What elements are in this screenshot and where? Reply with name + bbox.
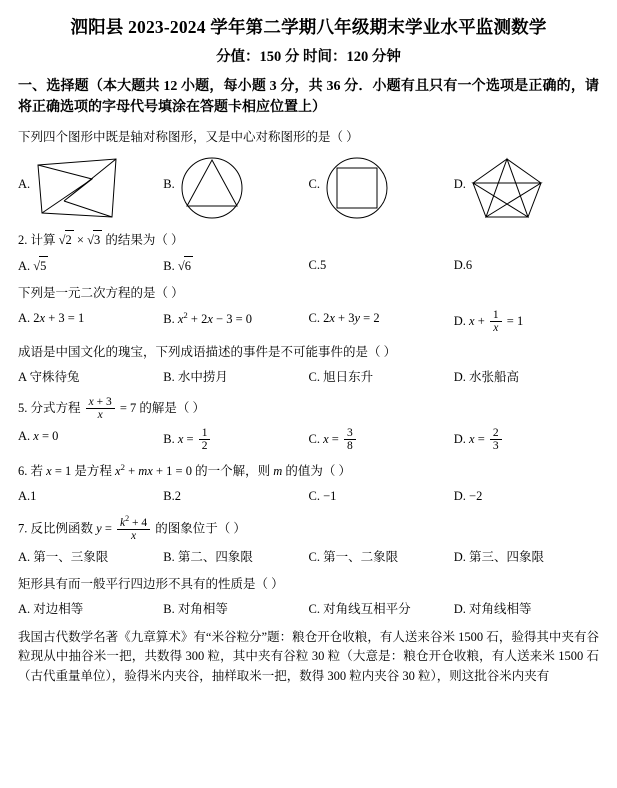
option-c[interactable]: C.5 bbox=[308, 257, 327, 272]
exam-subtitle: 分值：150 分 时间：120 分钟 bbox=[216, 48, 401, 65]
option-b[interactable]: B. $x^2 + 2x - 3 = 0$ bbox=[163, 310, 253, 327]
option-d-label: D. bbox=[453, 176, 466, 191]
option-d[interactable]: D. 水张船高 bbox=[453, 370, 520, 384]
page-title: 泗阳县 2023-2024 学年第二学期八年级期末学业水平监测数学 bbox=[70, 17, 547, 37]
option-d[interactable]: D. 对角线相等 bbox=[453, 602, 532, 617]
question-4 bbox=[18, 343, 599, 387]
option-d[interactable]: D. 第三、四象限 bbox=[453, 549, 545, 564]
option-d[interactable]: D. x = $\frac{2}{3}$ bbox=[454, 427, 599, 452]
option-c[interactable]: C. 2x + 3y = 2 bbox=[308, 311, 380, 326]
question-2 bbox=[18, 230, 599, 276]
question-5-text: 5. 分式方程 $\frac{x + 3}{x}$ = 7 的解是（ ） bbox=[18, 395, 206, 421]
circle-square-icon bbox=[324, 155, 390, 221]
quadrilateral-lines-icon bbox=[34, 155, 120, 221]
question-6-text: 6. 若 x = 1 是方程 $x^2$ + mx + 1 = 0 的一个解，则 m 的值为（ ） bbox=[18, 462, 351, 479]
option-a[interactable]: A. 第一、三象限 bbox=[18, 549, 109, 564]
option-a[interactable] bbox=[18, 155, 163, 221]
question-3 bbox=[18, 284, 599, 334]
question-4-options bbox=[18, 368, 599, 387]
section-one-heading: 一、选择题（本大题共 12 小题，每小题 3 分，共 36 分．小题有且只有一个选项是正确的，请将正确选项的字母代号填涂在答题卡相应位置上） bbox=[18, 78, 599, 116]
question-3-text: 下列是一元二次方程的是（ ） bbox=[18, 286, 184, 301]
option-b[interactable] bbox=[163, 155, 308, 221]
option-c[interactable]: C. −1 bbox=[308, 488, 337, 503]
option-d[interactable]: D. −2 bbox=[453, 488, 483, 503]
question-8-text: 矩形具有而一般平行四边形不具有的性质是（ ） bbox=[18, 577, 284, 592]
option-b[interactable]: B.2 bbox=[163, 488, 181, 503]
question-1 bbox=[18, 128, 599, 221]
option-c[interactable]: C. 旭日东升 bbox=[308, 370, 374, 384]
question-6-options bbox=[18, 487, 599, 506]
option-c[interactable]: C. 对角线互相平分 bbox=[308, 602, 411, 617]
option-a[interactable]: A.1 bbox=[18, 488, 37, 503]
question-7-text: 7. 反比例函数 y = $\frac{k^2 + 4}{x}$ 的图象位于（ ） bbox=[18, 513, 246, 542]
option-a[interactable]: A 守株待兔 bbox=[18, 370, 80, 384]
option-d[interactable] bbox=[454, 155, 599, 221]
option-b[interactable]: B. √6 bbox=[163, 256, 308, 276]
question-4-text: 成语是中国文化的瑰宝，下列成语描述的事件是不可能事件的是（ ） bbox=[18, 345, 397, 360]
question-3-options bbox=[18, 309, 599, 334]
question-1-text: 下列四个图形中既是轴对称图形，又是中心对称图形的是（ ） bbox=[18, 130, 359, 145]
question-1-figures bbox=[18, 155, 599, 221]
option-a-label: A. bbox=[18, 176, 31, 191]
option-b[interactable]: B. x = $\frac{1}{2}$ bbox=[163, 427, 308, 452]
question-5-options bbox=[18, 427, 599, 452]
question-7 bbox=[18, 515, 599, 567]
option-c-label: C. bbox=[308, 176, 320, 191]
option-c[interactable] bbox=[309, 155, 454, 221]
option-a[interactable]: A. 对边相等 bbox=[18, 602, 84, 617]
question-5 bbox=[18, 396, 599, 452]
option-a[interactable]: A. 2x + 3 = 1 bbox=[18, 311, 85, 326]
question-6 bbox=[18, 461, 599, 506]
question-9: 我国古代数学名著《九章算术》有“米谷粒分”题：粮仓开仓收粮，有人送来谷米 1500 石，验得其中夹有谷粒现从中抽谷米一把，共数得 300 粒，其中夹有谷粒 30 粒（大意是：粮仓开仓收粮，有人送来米 1500 石（古代重量单位），验得米内夹谷，抽样取米一把，数得 300 粒内夹谷 30 粒），则这批谷米内夹有 bbox=[18, 629, 599, 683]
option-c[interactable]: C. x = $\frac{3}{8}$ bbox=[309, 427, 454, 452]
option-b[interactable]: B. 对角相等 bbox=[163, 602, 228, 617]
option-b[interactable]: B. 第二、四象限 bbox=[163, 549, 253, 564]
option-b-label: B. bbox=[163, 176, 175, 191]
option-a[interactable]: A. √5 bbox=[18, 256, 163, 276]
question-8 bbox=[18, 575, 599, 619]
option-d[interactable]: D. x + $\frac{1}{x}$ = 1 bbox=[453, 309, 524, 335]
option-a[interactable]: A. x = 0 bbox=[18, 428, 59, 443]
question-2-text: 2. 计算 √2 × √3 的结果为（ ） bbox=[18, 230, 599, 250]
question-8-options bbox=[18, 600, 599, 619]
pentagon-star-icon bbox=[470, 155, 544, 221]
question-2-options bbox=[18, 256, 599, 276]
question-7-options bbox=[18, 548, 599, 567]
option-d[interactable]: D.6 bbox=[453, 257, 473, 272]
circle-triangle-icon bbox=[179, 155, 245, 221]
option-b[interactable]: B. 水中捞月 bbox=[163, 370, 228, 384]
option-c[interactable]: C. 第一、二象限 bbox=[308, 549, 399, 564]
